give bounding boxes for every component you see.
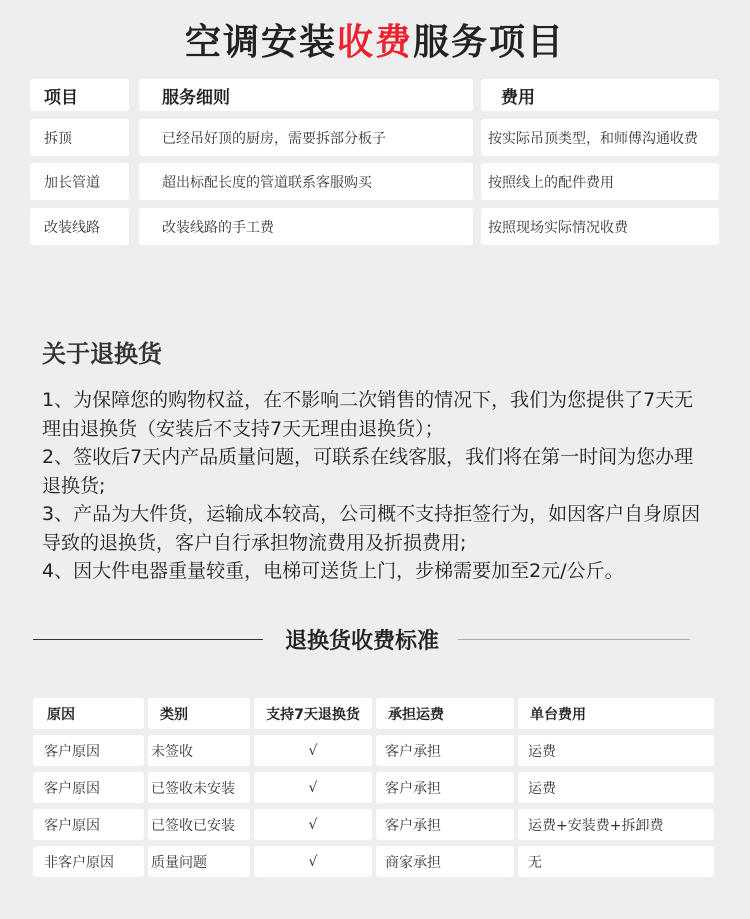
fee-cell-unit-cost: 运费 xyxy=(518,735,714,766)
fee-cell-category: 质量问题 xyxy=(148,846,250,877)
fee-cell-shipping: 客户承担 xyxy=(376,772,514,803)
fee-cell-reason: 客户原因 xyxy=(33,772,144,803)
policy-line: 1、为保障您的购物权益，在不影响二次销售的情况下，我们为您提供了7天无 xyxy=(42,389,694,411)
policy-line: 3、产品为大件货，运输成本较高，公司概不支持拒签行为，如因客户自身原因 xyxy=(42,503,701,525)
fee-cell-shipping: 商家承担 xyxy=(376,846,514,877)
policy-line: 2、签收后7天内产品质量问题，可联系在线客服，我们将在第一时间为您办理 xyxy=(42,446,694,468)
fee-header-category: 类别 xyxy=(148,698,250,729)
fee-header-7day: 支持7天退换货 xyxy=(254,698,372,729)
fee-header-unit-cost: 单台费用 xyxy=(518,698,714,729)
policy-line: 导致的退换货，客户自行承担物流费用及折损费用; xyxy=(42,531,467,554)
fee-header-shipping: 承担运费 xyxy=(376,698,514,729)
fee-cell-category: 已签收已安装 xyxy=(148,809,250,840)
install-header-item: 项目 xyxy=(30,79,129,111)
fee-cell-reason: 客户原因 xyxy=(33,809,144,840)
fee-cell-category: 未签收 xyxy=(148,735,250,766)
title-part2: 服务项目 xyxy=(413,22,566,63)
page-title xyxy=(0,14,750,65)
install-row-item: 改装线路 xyxy=(30,208,129,245)
title-highlight: 收费 xyxy=(336,22,413,63)
checkmark-icon: √ xyxy=(254,735,372,766)
fee-standard-heading: 退换货收费标准 xyxy=(284,629,439,654)
install-row-detail: 超出标配长度的管道联系客服购买 xyxy=(139,163,473,200)
policy-line: 4、因大件电器重量较重，电梯可送货上门，步梯需要加至2元/公斤。 xyxy=(42,560,624,582)
install-header-detail: 服务细则 xyxy=(139,79,473,111)
install-row-detail: 改装线路的手工费 xyxy=(139,208,473,245)
install-header-fee: 费用 xyxy=(481,79,719,111)
fee-cell-unit-cost: 运费 xyxy=(518,772,714,803)
install-row-fee: 按照现场实际情况收费 xyxy=(481,208,719,245)
fee-cell-reason: 客户原因 xyxy=(33,735,144,766)
policy-line: 理由退换货（安装后不支持7天无理由退换货）； xyxy=(42,417,444,440)
divider-right xyxy=(458,639,690,640)
fee-cell-shipping: 客户承担 xyxy=(376,735,514,766)
install-row-item: 加长管道 xyxy=(30,163,129,200)
policy-line: 退换货; xyxy=(42,474,106,497)
checkmark-icon: √ xyxy=(254,809,372,840)
install-row-fee: 按照线上的配件费用 xyxy=(481,163,719,200)
title-part1: 空调安装 xyxy=(184,22,337,63)
install-row-item: 拆顶 xyxy=(30,119,129,156)
returns-policy-text xyxy=(42,386,732,586)
install-row-fee: 按实际吊顶类型，和师傅沟通收费 xyxy=(481,119,719,156)
fee-header-reason: 原因 xyxy=(33,698,144,729)
fee-cell-shipping: 客户承担 xyxy=(376,809,514,840)
fee-cell-reason: 非客户原因 xyxy=(33,846,144,877)
divider-left xyxy=(33,639,263,640)
fee-cell-unit-cost: 无 xyxy=(518,846,714,877)
checkmark-icon: √ xyxy=(254,846,372,877)
checkmark-icon: √ xyxy=(254,772,372,803)
install-row-detail: 已经吊好顶的厨房，需要拆部分板子 xyxy=(139,119,473,156)
fee-cell-category: 已签收未安装 xyxy=(148,772,250,803)
returns-heading: 关于退换货 xyxy=(42,340,162,368)
fee-cell-unit-cost: 运费+安装费+拆卸费 xyxy=(518,809,714,840)
